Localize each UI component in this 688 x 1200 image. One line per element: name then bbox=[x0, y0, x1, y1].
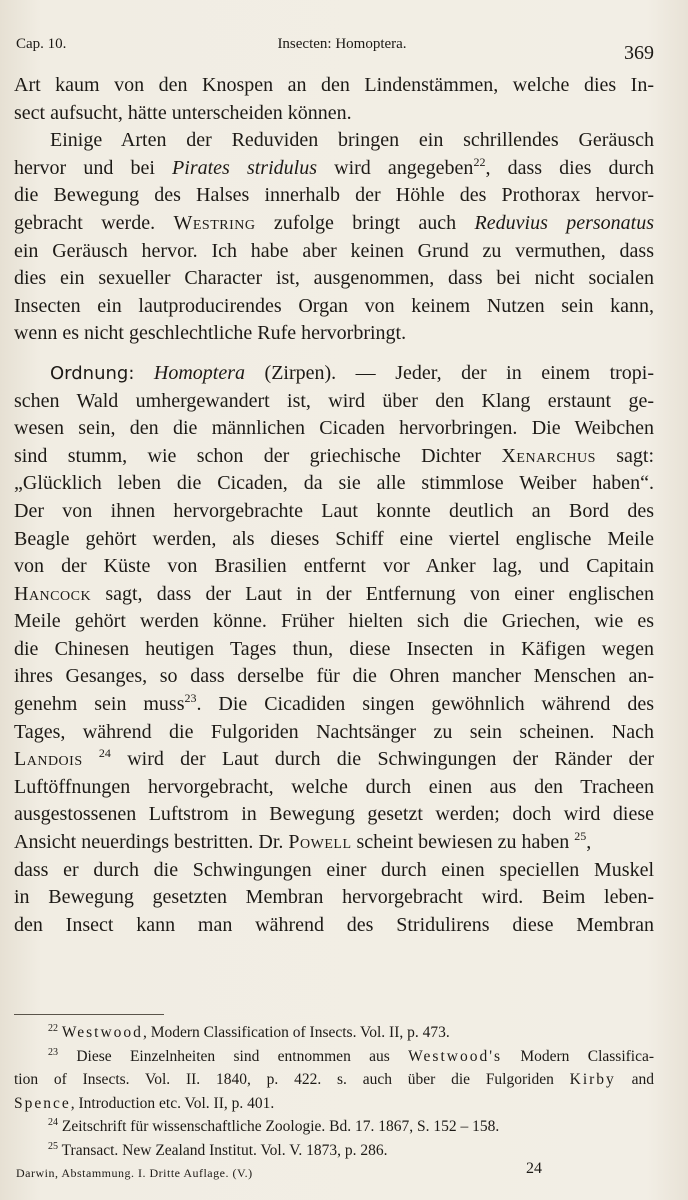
text-line: die Chinesen heutigen Tages thun, diese Insecten in Käfigen wegen bbox=[14, 637, 654, 660]
text-line: ein Geräusch hervor. Ich habe aber keinen Grund zu vermuthen, dass bbox=[14, 239, 654, 262]
text-line: Insecten ein lautproducirendes Organ von keinem Nutzen sein kann, bbox=[14, 294, 654, 317]
section-label: Ordnung: bbox=[50, 362, 135, 384]
paragraph-gap bbox=[14, 348, 654, 360]
text-line: Beagle gehört werden, als dieses Schiff eine viertel englische Meile bbox=[14, 527, 654, 550]
text-line: sind stumm, wie schon der griechische Dichter Xenarchus sagt: bbox=[14, 444, 654, 467]
running-header bbox=[16, 34, 668, 64]
printer-signature: Darwin, Abstammung. I. Dritte Auflage. (V.) bbox=[16, 1166, 253, 1180]
footnote: $^{22}$ Westwood, Modern Classification of Insects. Vol. II, p. 473. bbox=[48, 1023, 450, 1041]
main-text bbox=[14, 72, 654, 939]
text-line: „Glücklich leben die Cicaden, da sie alle stimmlose Weiber haben“. bbox=[14, 472, 654, 495]
text-line: den Insect kann man während des Stridulirens diese Membran bbox=[14, 913, 654, 936]
sheet-number: 24 bbox=[526, 1160, 542, 1177]
footnote-continuation: Spence, Introduction etc. Vol. II, p. 401. bbox=[14, 1094, 275, 1112]
text-line: dies ein sexueller Character ist, ausgenommen, dass bei nicht socialen bbox=[14, 267, 654, 290]
author-name: Hancock bbox=[14, 582, 92, 605]
text-line: gebracht werde. Westring zufolge bringt auch Reduvius personatus bbox=[14, 211, 654, 234]
order-name: Homoptera bbox=[153, 361, 246, 384]
footnotes bbox=[14, 1021, 654, 1162]
text-line: genehm sein muss$^{23}$. Die Cicadiden singen gewöhnlich während des bbox=[14, 691, 654, 716]
species-name: Pirates stridulus bbox=[172, 156, 317, 179]
text-line: Ansicht neuerdings bestritten. Dr. Powell scheint bewiesen zu haben $^{25}$, bbox=[14, 829, 592, 854]
footnote-ref: 22 bbox=[473, 154, 486, 169]
text-line: Meile gehört werden könne. Früher hielten sich die Griechen, wie es bbox=[14, 610, 654, 633]
text-line: von der Küste von Brasilien entfernt vor Anker lag, und Capitain bbox=[14, 555, 654, 578]
footnote: $^{25}$ Transact. New Zealand Institut. Vol. V. 1873, p. 286. bbox=[48, 1140, 388, 1159]
text-line: Tages, während die Fulgoriden Nachtsänger zu sein scheinen. Nach bbox=[14, 720, 654, 743]
footnote-ref: 25 bbox=[574, 829, 587, 844]
text-line: Ordnung: Homoptera (Zirpen). — Jeder, der in einem tropi- bbox=[50, 361, 654, 384]
section-title: Insecten: Homoptera. bbox=[277, 36, 407, 52]
footnote: $^{23}$ Diese Einzelnheiten sind entnommen aus Westwood's Modern Classifica- bbox=[48, 1046, 654, 1065]
author-name: Westwood's bbox=[408, 1047, 503, 1065]
text-line: schen Wald umhergewandert ist, wird über den Klang erstaunt ge- bbox=[14, 389, 654, 412]
author-name: Spence bbox=[14, 1094, 71, 1112]
text-line: dass er durch die Schwingungen einer durch einen speciellen Muskel bbox=[14, 858, 654, 881]
author-name: Xenarchus bbox=[501, 444, 596, 467]
text-line: die Bewegung des Halses innerhalb der Höhle des Prothorax hervor- bbox=[14, 184, 654, 207]
author-name: Westwood bbox=[61, 1024, 143, 1041]
page-footer bbox=[16, 1160, 668, 1190]
text-line: ausgestossenen Luftstrom in Bewegung gesetzt werden; doch wird diese bbox=[14, 803, 654, 826]
author-name: Westring bbox=[173, 211, 256, 234]
text-line: Der von ihnen hervorgebrachte Laut konnte deutlich an Bord des bbox=[14, 499, 654, 522]
footnote-divider bbox=[14, 1014, 164, 1015]
text-line: sect aufsucht, hätte unterscheiden können. bbox=[14, 101, 352, 124]
text-line: hervor und bei Pirates stridulus wird angegeben$^{22}$, dass dies durch bbox=[14, 154, 654, 179]
text-line: ihres Gesanges, so dass derselbe für die Ohren mancher Menschen an- bbox=[14, 665, 654, 688]
author-name: Landois bbox=[14, 748, 83, 771]
text-line: Landois $^{24}$ wird der Laut durch die Schwingungen der Ränder der bbox=[14, 746, 654, 771]
text-line: wesen sein, den die männlichen Cicaden hervorbringen. Die Weibchen bbox=[14, 417, 654, 440]
species-name: Reduvius personatus bbox=[474, 211, 654, 234]
footnote-ref: 23 bbox=[184, 691, 197, 706]
page-number: 369 bbox=[624, 42, 654, 64]
text-line: Hancock sagt, dass der Laut in der Entfernung von einer englischen bbox=[14, 582, 654, 605]
text-line: wenn es nicht geschlechtliche Rufe hervorbringt. bbox=[14, 322, 407, 345]
footnote-continuation: tion of Insects. Vol. II. 1840, p. 422. s. auch über die Fulgoriden Kirby and bbox=[14, 1071, 654, 1088]
footnote-ref: 24 bbox=[98, 746, 111, 761]
author-name: Kirby bbox=[569, 1071, 616, 1088]
text-line: Art kaum von den Knospen an den Lindenstämmen, welche dies In- bbox=[14, 74, 654, 96]
text-line: Einige Arten der Reduviden bringen ein schrillendes Geräusch bbox=[50, 129, 654, 152]
chapter-label: Cap. 10. bbox=[16, 36, 67, 52]
text-line: Luftöffnungen hervorgebracht, welche durch einen aus den Tracheen bbox=[14, 775, 654, 798]
author-name: Powell bbox=[288, 831, 352, 854]
text-line: in Bewegung gesetzten Membran hervorgebracht wird. Beim leben- bbox=[14, 886, 654, 909]
footnote: $^{24}$ Zeitschrift für wissenschaftliche Zoologie. Bd. 17. 1867, S. 152 – 158. bbox=[48, 1117, 500, 1135]
